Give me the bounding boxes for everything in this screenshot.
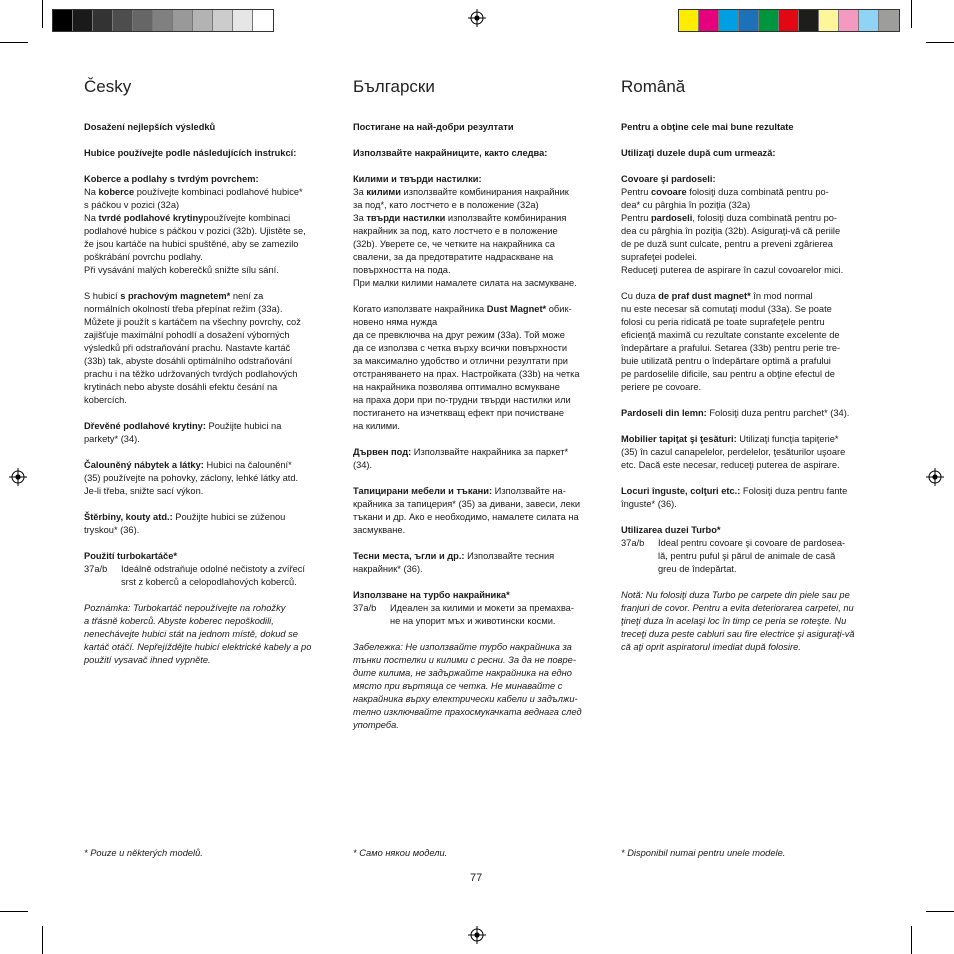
- text-run: използвайте комбинирания: [445, 213, 567, 223]
- section-label: Štěrbiny, kouty atd.:: [84, 512, 173, 522]
- section-heading: Dosažení nejlepších výsledků: [84, 122, 216, 132]
- text-run: Когато използвате накрайника: [353, 304, 487, 314]
- text-line: [353, 368, 617, 381]
- crevices-block: [84, 511, 348, 537]
- text-run: При малки килими намалете силата на засмукване.: [353, 278, 577, 288]
- text-run: kobercích.: [84, 395, 127, 405]
- text-line: [621, 290, 885, 303]
- color-swatch: [213, 10, 233, 31]
- bold-term: de praf dust magnet*: [658, 291, 751, 301]
- grayscale-color-bar: [52, 9, 274, 32]
- text-line: [353, 212, 617, 225]
- section-label: Koberce a podlahy s tvrdým povrchem:: [84, 174, 259, 184]
- page-number: 77: [470, 872, 483, 884]
- crop-mark: [926, 911, 954, 912]
- item-number: 37a/b: [84, 564, 108, 574]
- item-number: 37a/b: [353, 603, 377, 613]
- upholstery-block: [84, 459, 348, 498]
- intro-line: Използвайте накрайниците, както следва:: [353, 148, 548, 158]
- text-line: [621, 381, 885, 394]
- text-line: [621, 186, 885, 199]
- crop-mark: [911, 926, 912, 954]
- section-label: Čalouněný nábytek a látky:: [84, 460, 204, 470]
- text-run: на накрайника позволява оптимално всмукване: [353, 382, 560, 392]
- color-swatch: [719, 10, 739, 31]
- text-line: [353, 251, 617, 264]
- section-heading: Pentru a obţine cele mai bune rezultate: [621, 122, 794, 132]
- section-label: Дървен под:: [353, 447, 412, 457]
- text-line: [353, 303, 617, 316]
- color-swatch: [113, 10, 133, 31]
- text-run: за максимално удобство и отлични резултати при: [353, 356, 568, 366]
- color-swatch: [799, 10, 819, 31]
- text-line: [84, 329, 348, 342]
- color-swatch: [839, 10, 859, 31]
- note-block: [621, 589, 885, 654]
- text-line: тъкани и др. Ако е необходимо, намалете силата на: [353, 512, 579, 522]
- text-line: [621, 368, 885, 381]
- text-line: [84, 238, 348, 251]
- text-run: poškrábání povrchu podlahy.: [84, 252, 203, 262]
- text-run: de pe duză sunt culcate, pentru a preveni zgârierea: [621, 239, 833, 249]
- text-run: повърхността на пода.: [353, 265, 451, 275]
- text-line: Je-li třeba, snižte sací výkon.: [84, 486, 204, 496]
- text-line: [353, 277, 617, 290]
- text-line: [621, 212, 885, 225]
- footnote-czech: * Pouze u některých modelů.: [84, 848, 203, 858]
- text-run: eficienţă maximă cu rezultate constante excelente de: [621, 330, 840, 340]
- text-line: [353, 355, 617, 368]
- registration-mark-icon: [926, 468, 944, 486]
- text-run: Hubici na čalounění*: [203, 460, 292, 470]
- text-line: [621, 316, 885, 329]
- text-line: [353, 550, 617, 563]
- text-run: Můžete ji použít s kartáčem na všechny povrchy, což: [84, 317, 301, 327]
- text-line: [621, 407, 885, 420]
- text-line: [621, 264, 885, 277]
- footnote-romanian: * Disponibil numai pentru unele modele.: [621, 848, 786, 858]
- text-run: periere pe covoare.: [621, 382, 702, 392]
- text-line: [353, 446, 617, 459]
- text-line: [353, 199, 617, 212]
- text-run: Folosiţi duza pentru fante: [740, 486, 848, 496]
- color-swatch: [153, 10, 173, 31]
- text-line: Poznámka: Turbokartáč nepoužívejte na rohožky: [84, 603, 286, 613]
- text-run: Reduceţi puterea de aspirare în cazul covoarelor mici.: [621, 265, 844, 275]
- color-swatch: [819, 10, 839, 31]
- text-line: (35) în cazul canapelelor, perdelelor, ţesăturilor uşoare: [621, 447, 846, 457]
- text-line: [353, 238, 617, 251]
- text-line: kartáč otáčí. Nepřejíždějte hubicí elektrické kabely a po: [84, 642, 312, 652]
- wood-floor-block: [84, 420, 348, 446]
- text-line: Идеален за килими и мокети за премахва-: [390, 603, 574, 613]
- registration-mark-icon: [468, 926, 486, 944]
- crop-mark: [42, 926, 43, 954]
- bold-term: s prachovým magnetem*: [120, 291, 231, 301]
- color-swatch: [699, 10, 719, 31]
- intro-line: Utilizaţi duzele după cum urmează:: [621, 148, 776, 158]
- text-line: [84, 303, 348, 316]
- floors-block: [84, 173, 348, 277]
- registration-mark-icon: [468, 9, 486, 27]
- text-line: [84, 199, 348, 212]
- text-run: Използвайте на-: [492, 486, 566, 496]
- turbo-block: [84, 550, 348, 589]
- text-run: používejte kombinaci podlahové hubice*: [134, 187, 303, 197]
- section-label: Използване на турбо накрайника*: [353, 590, 510, 600]
- turbo-item: [84, 563, 348, 589]
- text-run: zajišťuje maximální pohodlí a dosažení výborných: [84, 330, 290, 340]
- text-line: [621, 251, 885, 264]
- upholstery-block: [353, 485, 617, 537]
- text-line: Забележка: Не използвайте турбо накрайника за: [353, 642, 572, 652]
- text-line: [353, 394, 617, 407]
- crop-mark: [0, 42, 28, 43]
- crevices-block: [621, 485, 885, 511]
- text-run: podlahové hubice s páčkou v pozici (32b). Ujistěte se,: [84, 226, 306, 236]
- item-text: [121, 563, 348, 589]
- text-run: že jsou kartáče na hubici spuštěné, aby se zamezilo: [84, 239, 299, 249]
- text-run: Pentru: [621, 187, 651, 197]
- text-run: Na: [84, 213, 99, 223]
- text-line: [621, 433, 885, 446]
- text-run: în mod normal: [750, 291, 813, 301]
- text-line: [353, 485, 617, 498]
- text-line: [353, 420, 617, 433]
- color-swatch: [859, 10, 879, 31]
- text-line: [84, 225, 348, 238]
- bold-term: tvrdé podlahové krytiny: [98, 213, 204, 223]
- text-run: Използвайте тесния: [464, 551, 555, 561]
- text-run: постигането на изчеткващ ефект при почистване: [353, 408, 565, 418]
- text-line: тънки постелки и килими с ресни. За да не повре-: [353, 655, 576, 665]
- text-line: [84, 290, 348, 303]
- text-run: s páčkou v pozici (32a): [84, 200, 180, 210]
- text-line: lă, pentru puful şi părul de animale de casă: [658, 551, 836, 561]
- text-run: Použijte hubici se zúženou: [172, 512, 286, 522]
- color-swatch: [53, 10, 73, 31]
- text-line: înguste* (36).: [621, 499, 677, 509]
- color-swatch: [193, 10, 213, 31]
- section-label: Použití turbokartáče*: [84, 551, 177, 561]
- crop-mark: [42, 0, 43, 28]
- text-line: Ideálně odstraňuje odolné nečistoty a zvířecí: [121, 564, 305, 574]
- text-line: etc. Dacă este necesar, reduceţi puterea de aspirare.: [621, 460, 840, 470]
- text-line: (35) používejte na pohovky, záclony, lehké látky atd.: [84, 473, 299, 483]
- intro-line: Hubice používejte podle následujících instrukcí:: [84, 148, 297, 158]
- text-line: [84, 511, 348, 524]
- bold-term: твърди настилки: [366, 213, 446, 223]
- wood-floor-block: [621, 407, 885, 420]
- text-run: да се превключва на друг режим (33a). Той може: [353, 330, 565, 340]
- item-number: 37a/b: [621, 538, 645, 548]
- text-line: [621, 199, 885, 212]
- language-title: Română: [621, 77, 686, 96]
- text-run: prachu i na těžko udržovaných tvrdých podlahových: [84, 369, 298, 379]
- floors-block: [353, 173, 617, 290]
- text-run: není za: [230, 291, 264, 301]
- section-label: Тесни места, ъгли и др.:: [353, 551, 465, 561]
- text-run: обик-: [546, 304, 572, 314]
- text-run: , folosiţi duza combinată pentru po-: [692, 213, 838, 223]
- turbo-item: [621, 537, 885, 576]
- text-line: засмукване.: [353, 525, 406, 535]
- section-label: Тапицирани мебели и тъкани:: [353, 486, 493, 496]
- text-run: Pentru: [621, 213, 651, 223]
- text-run: Použijte hubici na: [205, 421, 282, 431]
- text-line: [353, 316, 617, 329]
- text-line: [84, 264, 348, 277]
- text-line: franjuri de covor. Pentru a evita deteriorarea carpetei, nu: [621, 603, 854, 613]
- text-run: folosi cu peria ridicată pe toate suprafeţele pentru: [621, 317, 825, 327]
- text-run: да се използва с четка върху всички повърхности: [353, 343, 568, 353]
- text-line: [353, 342, 617, 355]
- text-line: [353, 381, 617, 394]
- text-line: Notă: Nu folosiţi duza Turbo pe carpete din piele sau pe: [621, 590, 850, 600]
- text-line: [84, 251, 348, 264]
- text-run: krytinách nebo abyste dosáhli efektu česání na: [84, 382, 278, 392]
- text-line: употреба.: [353, 720, 399, 730]
- text-line: телно изключвайте прахосмукачката веднага след: [353, 707, 582, 717]
- text-run: dea cu pârghia în poziţia (32b). Asiguraţi-vă că periile: [621, 226, 841, 236]
- text-run: Při vysávání malých koberečků snižte sílu sání.: [84, 265, 279, 275]
- section-heading: Постигане на най-добри резултати: [353, 122, 514, 132]
- text-run: Na: [84, 187, 99, 197]
- floors-block: [621, 173, 885, 277]
- note-block: [353, 641, 617, 732]
- text-run: normálních okolností třeba přepínat režim (33a).: [84, 304, 283, 314]
- text-line: [353, 225, 617, 238]
- text-run: suprafeţei podelei.: [621, 252, 697, 262]
- text-line: [84, 381, 348, 394]
- text-run: pe pardoselile dificile, sau pentru a obţine efectul de: [621, 369, 835, 379]
- dust-magnet-block: [621, 290, 885, 394]
- color-swatch: [679, 10, 699, 31]
- text-run: buie utilizată pentru o îndepărtare optimă a prafului: [621, 356, 831, 366]
- column-czech: [84, 76, 348, 680]
- language-title: Česky: [84, 77, 132, 96]
- color-swatch: [253, 10, 273, 31]
- section-label: Dřevěné podlahové krytiny:: [84, 421, 206, 431]
- text-line: [621, 238, 885, 251]
- text-line: treceţi duza peste cabluri sau fire electrice şi asiguraţi-vă: [621, 629, 855, 639]
- text-run: накрайник за под, като лостчето е в положение: [353, 226, 558, 236]
- text-line: Ideal pentru covoare şi covoare de pardosea-: [658, 538, 846, 548]
- text-run: (33b) tak, abyste dosáhli optimálního odstraňování: [84, 356, 293, 366]
- text-line: použití vysavač ihned vypněte.: [84, 655, 211, 665]
- turbo-block: [353, 589, 617, 628]
- text-run: За: [353, 187, 367, 197]
- text-run: на килими.: [353, 421, 400, 431]
- crevices-block: [353, 550, 617, 576]
- text-run: S hubicí: [84, 291, 121, 301]
- text-line: că aţi oprit aspiratorul imediat după folosire.: [621, 642, 801, 652]
- text-run: dea* cu pârghia în poziţia (32a): [621, 200, 751, 210]
- text-line: [621, 303, 885, 316]
- text-run: Използвайте накрайника за паркет*: [411, 447, 569, 457]
- column-bulgarian: [353, 76, 617, 745]
- text-line: [353, 407, 617, 420]
- text-run: Cu duza: [621, 291, 659, 301]
- text-line: място при въртяща се четка. Не минавайте с: [353, 681, 563, 691]
- text-run: folosiţi duza combinată pentru po-: [686, 187, 829, 197]
- bold-term: pardoseli: [650, 213, 693, 223]
- text-line: a třásně koberců. Abyste koberec nepoškodili,: [84, 616, 274, 626]
- text-line: [621, 342, 885, 355]
- text-line: накрайника върху електрически кабели и задължи-: [353, 694, 578, 704]
- section-label: Pardoseli din lemn:: [621, 408, 707, 418]
- text-run: (32b). Уверете се, че четките на накрайника са: [353, 239, 555, 249]
- text-line: [621, 225, 885, 238]
- text-run: Utilizaţi funcţia tapiţerie*: [736, 434, 839, 444]
- text-run: използвайте комбинирания накрайник: [400, 187, 569, 197]
- color-swatch: [759, 10, 779, 31]
- text-line: [84, 316, 348, 329]
- text-run: výsledků při odstraňování prachu. Nastavte kartáč: [84, 343, 291, 353]
- crop-mark: [911, 0, 912, 28]
- upholstery-block: [621, 433, 885, 472]
- text-line: накрайник* (36).: [353, 564, 423, 574]
- color-swatch: [73, 10, 93, 31]
- text-line: (34).: [353, 460, 373, 470]
- text-line: [353, 329, 617, 342]
- column-romanian: [621, 76, 885, 667]
- text-line: nenechávejte hubici stát na jednom místě, dokud se: [84, 629, 298, 639]
- bold-term: koberce: [98, 187, 135, 197]
- text-line: [84, 212, 348, 225]
- text-line: [353, 264, 617, 277]
- color-swatch: [233, 10, 253, 31]
- text-line: не на упорит мъх и животински косми.: [390, 616, 556, 626]
- dust-magnet-block: [353, 303, 617, 433]
- language-title: Български: [353, 77, 435, 96]
- item-text: [658, 537, 885, 576]
- text-run: на праха дори при по-трудни твърди настилки или: [353, 395, 571, 405]
- text-run: новено няма нужда: [353, 317, 438, 327]
- section-label: Килими и твърди настилки:: [353, 174, 482, 184]
- text-line: ţineţi duza în acelaşi loc în timp ce peria se roteşte. Nu: [621, 616, 847, 626]
- bold-term: килими: [366, 187, 401, 197]
- text-line: [84, 394, 348, 407]
- item-text: [390, 602, 617, 628]
- color-swatch: [779, 10, 799, 31]
- bold-term: Dust Magnet*: [486, 304, 547, 314]
- text-line: [621, 329, 885, 342]
- text-line: [84, 355, 348, 368]
- text-line: greu de îndepărtat.: [658, 564, 737, 574]
- color-swatch: [173, 10, 193, 31]
- text-line: [84, 459, 348, 472]
- color-swatch: [133, 10, 153, 31]
- section-label: Locuri înguste, colţuri etc.:: [621, 486, 741, 496]
- text-run: používejte kombinaci: [203, 213, 291, 223]
- text-run: nu este necesar să comutaţi modul (33a). Se poate: [621, 304, 832, 314]
- text-line: parkety* (34).: [84, 434, 140, 444]
- turbo-block: [621, 524, 885, 576]
- crop-mark: [0, 911, 28, 912]
- process-color-bar: [678, 9, 900, 32]
- text-line: [84, 368, 348, 381]
- crop-mark: [926, 42, 954, 43]
- wood-floor-block: [353, 446, 617, 472]
- text-run: За: [353, 213, 367, 223]
- text-run: отстраняването на прах. Настройката (33b) на четка: [353, 369, 580, 379]
- text-line: tryskou* (36).: [84, 525, 140, 535]
- text-line: srst z koberců a celopodlahových koberců.: [121, 577, 297, 587]
- text-run: свалени, за да предотвратите надраскване на: [353, 252, 554, 262]
- text-line: [353, 186, 617, 199]
- text-run: Folosiţi duza pentru parchet* (34).: [706, 408, 850, 418]
- color-swatch: [879, 10, 899, 31]
- registration-mark-icon: [9, 468, 27, 486]
- text-line: [84, 186, 348, 199]
- text-line: [84, 342, 348, 355]
- footnote-bulgarian: * Само някои модели.: [353, 848, 448, 858]
- text-run: за под*, като лостчето е в положение (32а): [353, 200, 539, 210]
- text-line: дите килима, не задържайте накрайника на едно: [353, 668, 572, 678]
- text-line: [84, 420, 348, 433]
- note-block: [84, 602, 348, 667]
- section-label: Covoare şi pardoseli:: [621, 174, 716, 184]
- turbo-item: [353, 602, 617, 628]
- color-swatch: [739, 10, 759, 31]
- dust-magnet-block: [84, 290, 348, 407]
- section-label: Utilizarea duzei Turbo*: [621, 525, 721, 535]
- section-label: Mobilier tapiţat şi ţesături:: [621, 434, 737, 444]
- color-swatch: [93, 10, 113, 31]
- text-line: крайника за тапицерия* (35) за дивани, завеси, леки: [353, 499, 581, 509]
- text-line: [621, 355, 885, 368]
- bold-term: covoare: [650, 187, 687, 197]
- text-line: [621, 485, 885, 498]
- text-run: îndepărtare a prafului. Setarea (33b) pentru perie tre-: [621, 343, 841, 353]
